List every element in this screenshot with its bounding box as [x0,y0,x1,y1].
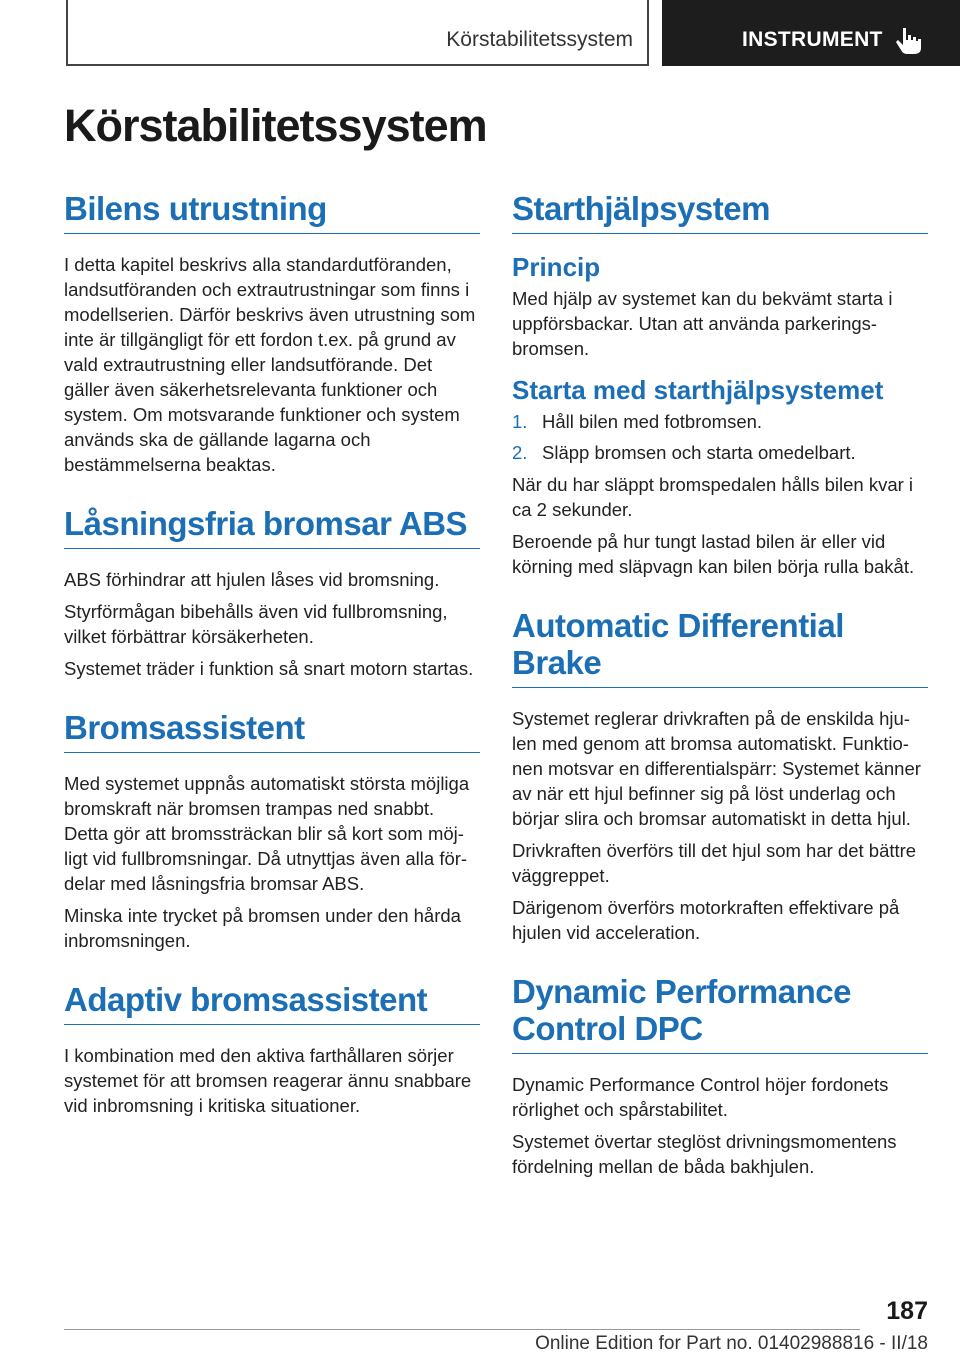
section-heading: Adaptiv bromsassistent [64,981,480,1025]
paragraph: Därigenom överförs motorkraften effektivare på hjulen vid acceleration. [512,897,900,943]
section-heading: Bilens utrustning [64,190,480,234]
paragraph: ABS förhindrar att hjulen låses vid bromsning. [64,569,440,590]
paragraph: När du har släppt bromspedalen hålls bilen kvar i ca 2 sekunder. [512,474,914,520]
right-column [512,190,928,1207]
paragraph: Beroende på hur tungt lastad bilen är eller vid körning med släpvagn kan bilen börja rulla bakåt. [512,531,915,577]
paragraph: Styrförmågan bibehålls även vid fullbromsning, vilket förbättrar körsäkerheten. [64,601,448,647]
footer-divider [64,1329,860,1330]
paragraph: Systemet träder i funktion så snart motorn startas. [64,658,474,679]
section-heading: Automatic Differential Brake [512,607,928,688]
paragraph: Drivkraften överförs till det hjul som har det bättre väggreppet. [512,840,917,886]
paragraph: I detta kapitel beskrivs alla standardutföranden, landsutföranden och extrautrustningar som finns i modellserien. Därför beskrivs även utrustning som inte är tillgängligt för ett fordon t.ex. på grund av vald extrautrustning eller landsutförande. Det gäller även säkerhetsrelevanta funktioner och system. Om motsvarande funktioner och system används ska de gällande lagarna och bestämmelserna beaktas. [64,254,476,475]
page-title: Körstabilitetssystem [64,100,487,151]
left-column [64,190,480,1146]
footer-edition: Online Edition for Part no. 01402988816 - II/18 [535,1333,928,1354]
section-abs [64,505,480,681]
page-header [66,0,960,66]
subsection-princip [512,252,928,361]
section-adaptiv-bromsassistent [64,981,480,1118]
step-number: 1. [512,411,528,432]
section-starthjalpsystem [512,190,928,579]
section-heading: Bromsassistent [64,709,480,753]
paragraph: I kombination med den aktiva farthållaren sörjer systemet för att bromsen reagerar ännu snabbare vid inbromsning i kritiska situationer. [64,1045,472,1116]
step-text: Släpp bromsen och starta omedelbart. [542,442,856,463]
subsection-heading: Starta med starthjälpsystemet [512,375,884,405]
paragraph: Minska inte trycket på bromsen under den hårda inbromsningen. [64,905,461,951]
section-bromsassistent [64,709,480,953]
paragraph: Med hjälp av systemet kan du bekvämt starta i uppförsbackar. Utan att använda parkeringsbromsen. [512,288,893,359]
section-tab-label: INSTRUMENT [742,28,883,51]
section-automatic-differential-brake [512,607,928,945]
subsection-heading: Princip [512,252,601,282]
step-text: Håll bilen med fotbromsen. [542,411,763,432]
chapter-tab [66,0,649,66]
subsection-starta [512,375,928,579]
paragraph: Systemet övertar steglöst drivningsmomentens fördelning mellan de båda bakhjulen. [512,1131,897,1177]
section-heading: Låsningsfria bromsar ABS [64,505,480,549]
step-number: 2. [512,442,528,463]
paragraph: Dynamic Performance Control höjer fordonets rörlighet och spårstabilitet. [512,1074,889,1120]
section-heading: Dynamic Performance Control DPC [512,973,928,1054]
page-number: 187 [886,1297,928,1325]
paragraph: Systemet reglerar drivkraften på de enskilda hjulen med genom att bromsa automatiskt. Funktionen motsvar en differentialspärr: Systemet känner av när ett hjul befinner sig på löst underlag och börjar slira och bromsar automatiskt in detta hjul. [512,708,921,829]
section-dynamic-performance-control [512,973,928,1179]
paragraph: Med systemet uppnås automatiskt största möjliga bromskraft när bromsen trampas ned snabbt. Detta gör att bromssträckan blir så kort som möjligt vid fullbromsningar. Då utnyttjas även alla fördelar med låsningsfria bromsar ABS. [64,773,470,894]
section-bilens-utrustning [64,190,480,477]
section-heading: Starthjälpsystem [512,190,928,234]
section-tab [662,0,960,66]
chapter-title: Körstabilitetssystem [446,28,633,51]
hand-pointer-icon [894,26,922,56]
list-item [512,409,928,434]
list-item [512,440,928,465]
steps-list [512,409,928,465]
